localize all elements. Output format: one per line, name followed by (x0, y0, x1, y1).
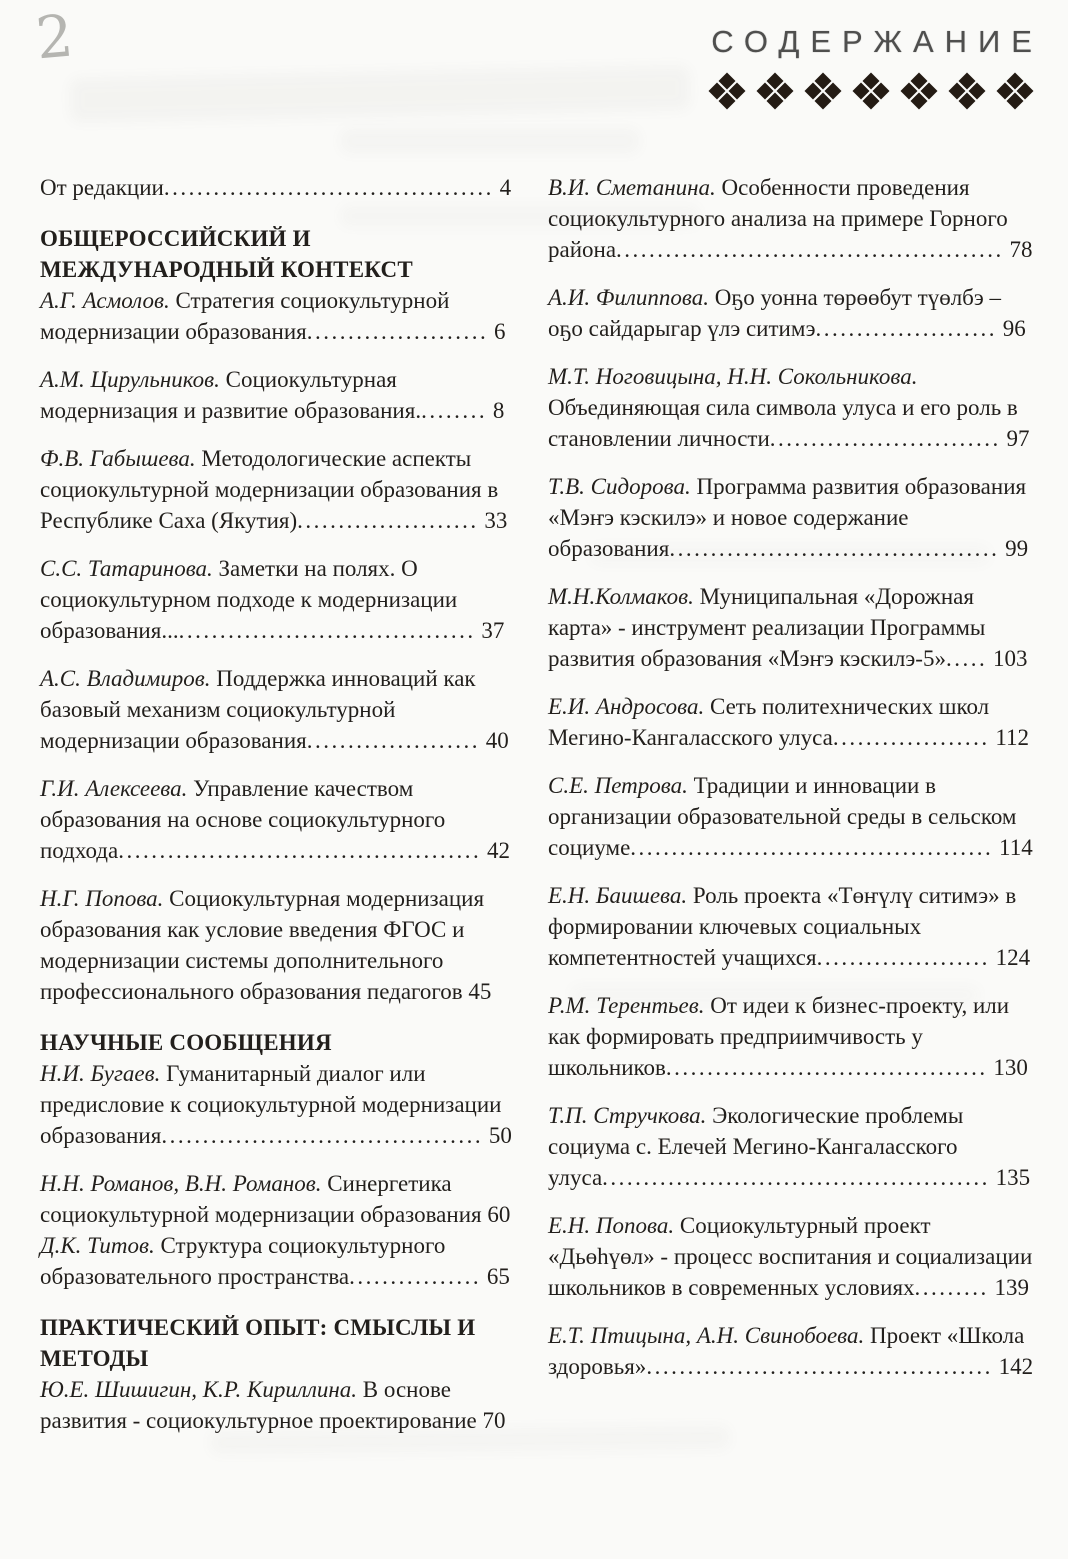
entry-authors: Е.Н. Попова. (548, 1213, 680, 1238)
entry-page-number: 114 (993, 835, 1033, 860)
entry-authors: Н.И. Бугаев. (40, 1061, 167, 1086)
entry-authors: Р.М. Терентьев. (548, 993, 711, 1018)
diamond-cluster-icon (902, 74, 936, 108)
dot-leader: ......... (914, 1275, 989, 1300)
entry-page-number: 135 (989, 1165, 1031, 1190)
entry-title: Гуманитарный диалог или предисловие к социокультурной модернизации образования (40, 1061, 502, 1148)
entry-authors: Д.К. Титов. (40, 1233, 161, 1258)
entry-title: Особенности проведения социокультурного анализа на примере Горного района (548, 175, 1008, 262)
entry-page-number: 33 (478, 508, 508, 533)
dot-leader: ....................................... (161, 1123, 484, 1148)
dot-leader: ........ (421, 398, 488, 423)
dot-leader: ................ (349, 1264, 482, 1289)
toc-entry (40, 364, 512, 426)
toc-left-column (40, 172, 512, 1436)
diamond-cluster-icon (950, 74, 984, 108)
entry-title: Заметки на полях. О социокультурном подходе к модернизации образования... (40, 556, 458, 643)
entry-title: Программа развития образования «Мэҥэ кэскилэ» и новое содержание образования (548, 474, 1027, 561)
diamond-cluster-icon (854, 74, 888, 108)
diamond-cluster-icon (806, 74, 840, 108)
entry-title: Поддержка инноваций как базовый механизм социокультурной модернизации образования (40, 666, 476, 753)
entry-page-number: 112 (989, 725, 1030, 750)
dot-leader: ...................... (306, 319, 489, 344)
dot-leader: ..... (945, 646, 988, 671)
entry-page-number: 142 (992, 1354, 1034, 1379)
entry-title: В основе развития - социокультурное проектирование (40, 1377, 477, 1433)
toc-entry (548, 471, 1034, 564)
toc-entry (40, 1058, 512, 1151)
toc-entry (548, 1100, 1034, 1193)
entry-page-number: 103 (987, 646, 1028, 671)
toc-section-heading: ПРАКТИЧЕСКИЙ ОПЫТ: СМЫСЛЫ И МЕТОДЫ (40, 1315, 476, 1371)
entry-authors: С.Е. Петрова. (548, 773, 694, 798)
toc-entry (40, 883, 512, 1007)
toc-entry (40, 285, 512, 347)
entry-page-number: 45 (462, 979, 492, 1004)
diamond-cluster-icon (758, 74, 792, 108)
entry-authors: М.Т. Ноговицына, Н.Н. Сокольникова. (548, 364, 918, 389)
dot-leader: .................................... (178, 618, 476, 643)
entry-page-number: 65 (481, 1264, 510, 1289)
entry-page-number: 96 (997, 316, 1026, 341)
entry-page-number: 37 (475, 618, 505, 643)
entry-page-number: 70 (476, 1408, 506, 1433)
dot-leader: ............................ (769, 426, 1001, 451)
toc-entry (40, 663, 512, 756)
entry-authors: А.М. Цирульников. (40, 367, 226, 392)
entry-title: Роль проекта «Төҥүлү ситимэ» в формировании ключевых социальных компетентностей учащихся (548, 883, 1017, 970)
toc-section-heading: НАУЧНЫЕ СООБЩЕНИЯ (40, 1030, 332, 1055)
page-header (710, 24, 1043, 108)
entry-page-number: 99 (999, 536, 1029, 561)
entry-authors: Т.В. Сидорова. (548, 474, 697, 499)
dot-leader: ........................................ (163, 175, 494, 200)
toc-entry (40, 1230, 512, 1292)
page-number: 2 (33, 1, 76, 73)
entry-authors: А.С. Владимиров. (40, 666, 217, 691)
entry-title: Социокультурная модернизация и развитие образования. (40, 367, 422, 423)
entry-authors: Е.Н. Баишева. (548, 883, 693, 908)
toc-entry (548, 1210, 1034, 1303)
entry-title: Оҕо уонна төрөөбут түөлбэ – оҕо сайдарыгар үлэ ситимэ (548, 285, 1002, 341)
dot-leader: ............................................... (602, 1165, 990, 1190)
toc-right-column (548, 172, 1034, 1436)
dot-leader: ................... (832, 725, 990, 750)
entry-page-number: 50 (483, 1123, 512, 1148)
toc-entry (40, 1168, 512, 1230)
entry-page-number: 97 (1000, 426, 1030, 451)
diamond-cluster-icon (998, 74, 1032, 108)
bleedthrough-artifact (340, 128, 640, 154)
entry-page-number: 78 (1003, 237, 1033, 262)
toc-entry (548, 282, 1034, 344)
bleedthrough-artifact (70, 66, 691, 123)
toc-entry (548, 1320, 1034, 1382)
entry-page-number: 130 (987, 1055, 1028, 1080)
entry-title: От редакции (40, 175, 164, 200)
entry-page-number: 6 (488, 319, 506, 344)
entry-authors: А.Г. Асмолов. (40, 288, 176, 313)
dot-leader: ............................................... (616, 237, 1004, 262)
toc-entry (40, 172, 512, 203)
entry-title: Традиции и инновации в организации образовательной среды в сельском социуме (548, 773, 1017, 860)
entry-title: Муниципальная «Дорожная карта» - инструмент реализации Программы развития образования «Мэҥэ кэскилэ-5» (548, 584, 986, 671)
entry-title: Синергетика социокультурной модернизации образования (40, 1171, 482, 1227)
entry-title: Социокультурная модернизация образования как условие введения ФГОС и модернизации системы дополнительного профессионального образования педагогов (40, 886, 485, 1004)
page-title: СОДЕРЖАНИЕ (711, 24, 1043, 59)
dot-leader: .......................................... (646, 1354, 993, 1379)
entry-authors: С.С. Татаринова. (40, 556, 219, 581)
entry-page-number: 60 (481, 1202, 511, 1227)
dot-leader: ........................................ (669, 536, 1000, 561)
entry-authors: Т.П. Стручкова. (548, 1103, 713, 1128)
entry-title: Экологические проблемы социума с. Елечей Мегино-Кангаласского улуса (548, 1103, 964, 1190)
entry-authors: Г.И. Алексеева. (40, 776, 194, 801)
entry-authors: Ф.В. Габышева. (40, 446, 202, 471)
toc-section-heading: ОБЩЕРОССИЙСКИЙ И МЕЖДУНАРОДНЫЙ КОНТЕКСТ (40, 226, 413, 282)
entry-authors: В.И. Сметанина. (548, 175, 722, 200)
toc-columns (40, 172, 1034, 1436)
entry-title: Управление качеством образования на основе социокультурного подхода (40, 776, 446, 863)
entry-title: Сеть политехнических школ Мегино-Кангаласского улуса (548, 694, 990, 750)
entry-title: Структура социокультурного образовательного пространства (40, 1233, 446, 1289)
entry-page-number: 40 (479, 728, 509, 753)
entry-authors: М.Н.Колмаков. (548, 584, 700, 609)
entry-title: От идеи к бизнес-проекту, или как формировать предприимчивость у школьников (548, 993, 1010, 1080)
toc-entry (548, 880, 1034, 973)
toc-entry (548, 691, 1034, 753)
entry-authors: Н.Г. Попова. (40, 886, 170, 911)
dot-leader: ............................................ (630, 835, 994, 860)
entry-title: Методологические аспекты социокультурной модернизации образования в Республике Саха (Якутия) (40, 446, 499, 533)
toc-entry (548, 361, 1034, 454)
dot-leader: ............................................ (118, 838, 482, 863)
entry-page-number: 4 (493, 175, 512, 200)
entry-authors: Ю.Е. Шишигин, К.Р. Кириллина. (40, 1377, 363, 1402)
entry-page-number: 124 (989, 945, 1031, 970)
toc-entry (548, 990, 1034, 1083)
entry-authors: Н.Н. Романов, В.Н. Романов. (40, 1171, 328, 1196)
entry-page-number: 42 (481, 838, 510, 863)
toc-entry (40, 553, 512, 646)
entry-title: Объединяющая сила символа улуса и его роль в становлении личности (548, 395, 1018, 451)
entry-authors: А.И. Филиппова. (548, 285, 715, 310)
entry-title: Социокультурный проект «Дьөһүөл» - процесс воспитания и социализации школьников в современных условиях (548, 1213, 1033, 1300)
dot-leader: ....................................... (665, 1055, 988, 1080)
dot-leader: ...................... (815, 316, 998, 341)
dot-leader: ..................... (816, 945, 990, 970)
toc-entry (40, 1374, 512, 1436)
dot-leader: ..................... (306, 728, 480, 753)
diamond-cluster-icon (710, 74, 744, 108)
toc-entry (548, 581, 1034, 674)
diamond-ornament-row (710, 74, 1032, 108)
entry-title: Стратегия социокультурной модернизации образования (40, 288, 450, 344)
toc-entry (548, 770, 1034, 863)
entry-authors: Е.И. Андросова. (548, 694, 710, 719)
toc-entry (548, 172, 1034, 265)
dot-leader: ...................... (297, 508, 479, 533)
toc-entry (40, 443, 512, 536)
entry-page-number: 139 (988, 1275, 1030, 1300)
entry-page-number: 8 (487, 398, 505, 423)
toc-entry (40, 773, 512, 866)
entry-title: Проект «Школа здоровья» (548, 1323, 1025, 1379)
entry-authors: Е.Т. Птицына, А.Н. Свинобоева. (548, 1323, 870, 1348)
